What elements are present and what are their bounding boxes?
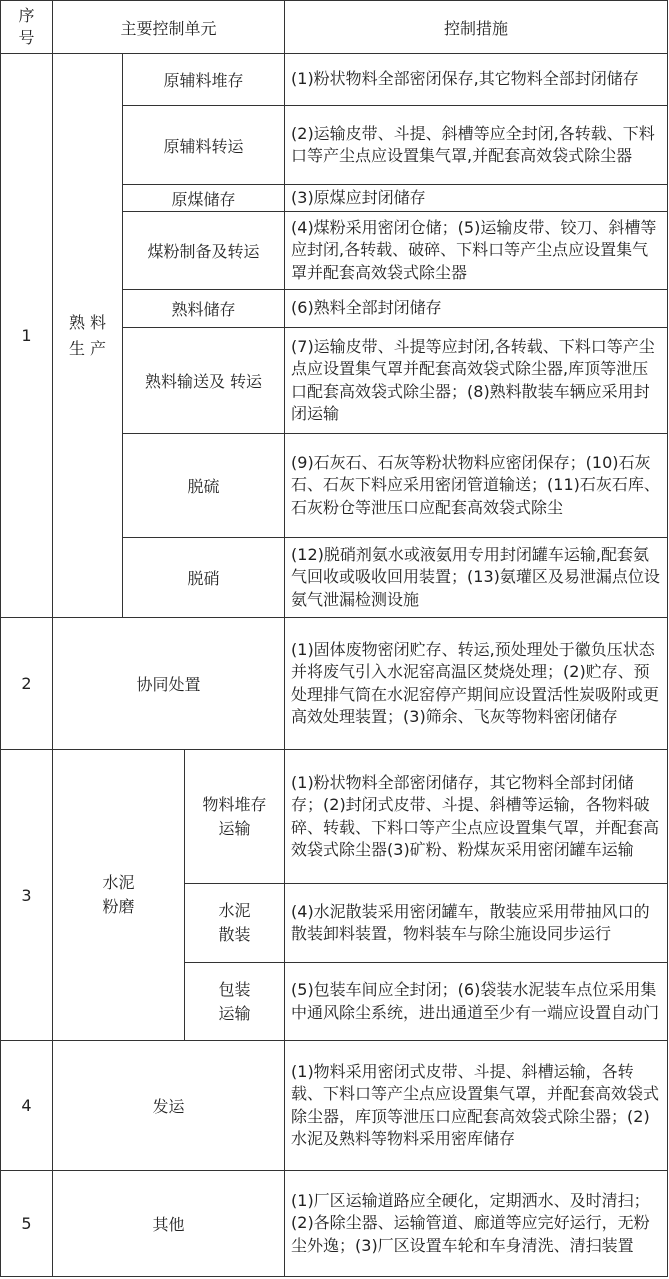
table-row: [1, 618, 668, 750]
table-row: [1, 750, 668, 884]
seq-cell: 5: [1, 1171, 53, 1277]
header-seq: 序 号: [1, 1, 53, 54]
measure-cell: (2)运输皮带、斗提、斜槽等应全封闭,各转载、下料口等产尘点应设置集气罩,并配套高效袋式除尘器: [285, 106, 668, 185]
unit-cell: 原辅料转运: [123, 106, 285, 185]
header-measure: 控制措施: [285, 1, 668, 54]
seq-cell: 1: [1, 54, 53, 618]
measure-cell: (12)脱硝剂氨水或液氨用专用封闭罐车运输,配套氨气回收或吸收回用装置；(13)氨瓘区及易泄漏点位设氨气泄漏检测设施: [285, 538, 668, 618]
header-unit: 主要控制单元: [53, 1, 285, 54]
measure-cell: (1)厂区运输道路应全硬化，定期洒水、及时清扫；(2)各除尘器、运输管道、廊道等应完好运行，无粉尘外逸；(3)厂区设置车轮和车身清洗、清扫装置: [285, 1171, 668, 1277]
measure-cell: (4)煤粉采用密闭仓储；(5)运输皮带、铰刀、斜槽等应封闭,各转载、破碎、下料口等产尘点应设置集气罩并配套高效袋式除尘器: [285, 212, 668, 290]
unit-cell: 熟料储存: [123, 290, 285, 328]
unit-cell: 发运: [53, 1041, 285, 1171]
measure-cell: (1)粉状物料全部密闭保存,其它物料全部封闭储存: [285, 54, 668, 106]
group-cell: 水泥 粉磨: [53, 750, 185, 1041]
table-row: [1, 1041, 668, 1171]
measure-cell: (7)运输皮带、斗提等应封闭,各转载、下料口等产尘点应设置集气罩并配套高效袋式除尘器,库顶等泄压口配套高效袋式除尘器；(8)熟料散装车辆应采用封闭运输: [285, 328, 668, 434]
unit-cell: 原煤储存: [123, 185, 285, 212]
seq-cell: 3: [1, 750, 53, 1041]
group-cell: 熟 料 生 产: [53, 54, 123, 618]
measure-cell: (4)水泥散装采用密闭罐车，散装应采用带抽风口的散装卸料装置，物料装车与除尘施设同步运行: [285, 884, 668, 963]
unit-cell: 包装 运输: [185, 963, 285, 1041]
measure-cell: (3)原煤应封闭储存: [285, 185, 668, 212]
seq-cell: 4: [1, 1041, 53, 1171]
measure-cell: (1)粉状物料全部密闭储存，其它物料全部封闭储存；(2)封闭式皮带、斗提、斜槽等运输，各物料破碎、转载、下料口等产尘点应设置集气罩，并配套高效袋式除尘器(3)矿粉、粉煤灰采用密闭罐车运输: [285, 750, 668, 884]
measure-cell: (6)熟料全部封闭储存: [285, 290, 668, 328]
unit-cell: 熟料输送及 转运: [123, 328, 285, 434]
unit-cell: 水泥 散装: [185, 884, 285, 963]
unit-cell: 其他: [53, 1171, 285, 1277]
measure-cell: (1)固体废物密闭贮存、转运,预处理处于徽负压状态并将废气引入水泥窑高温区焚烧处理；(2)贮存、预处理排气筒在水泥窑停产期间应设置活性炭吸附或更高效处理装置；(3)筛余、飞灰等物料密闭储存: [285, 618, 668, 750]
table-row: [1, 54, 668, 106]
header-row: [1, 1, 668, 54]
unit-cell: 协同处置: [53, 618, 285, 750]
unit-cell: 原辅料堆存: [123, 54, 285, 106]
table-row: [1, 1171, 668, 1277]
seq-cell: 2: [1, 618, 53, 750]
measure-cell: (1)物料采用密闭式皮带、斗提、斜槽运输，各转载、下料口等产尘点应设置集气罩，并配套高效袋式除尘器，库顶等泄压口应配套高效袋式除尘器；(2)水泥及熟料等物料采用密库储存: [285, 1041, 668, 1171]
measure-cell: (5)包装车间应全封闭；(6)袋装水泥装车点位采用集中通风除尘系统，进出通道至少有一端应设置自动门: [285, 963, 668, 1041]
unit-cell: 脱硫: [123, 434, 285, 538]
unit-cell: 物料堆存 运输: [185, 750, 285, 884]
unit-cell: 煤粉制备及转运: [123, 212, 285, 290]
measure-cell: (9)石灰石、石灰等粉状物料应密闭保存；(10)石灰石、石灰下料应采用密闭管道输送；(11)石灰石库、石灰粉仓等泄压口应配套高效袋式除尘: [285, 434, 668, 538]
unit-cell: 脱硝: [123, 538, 285, 618]
